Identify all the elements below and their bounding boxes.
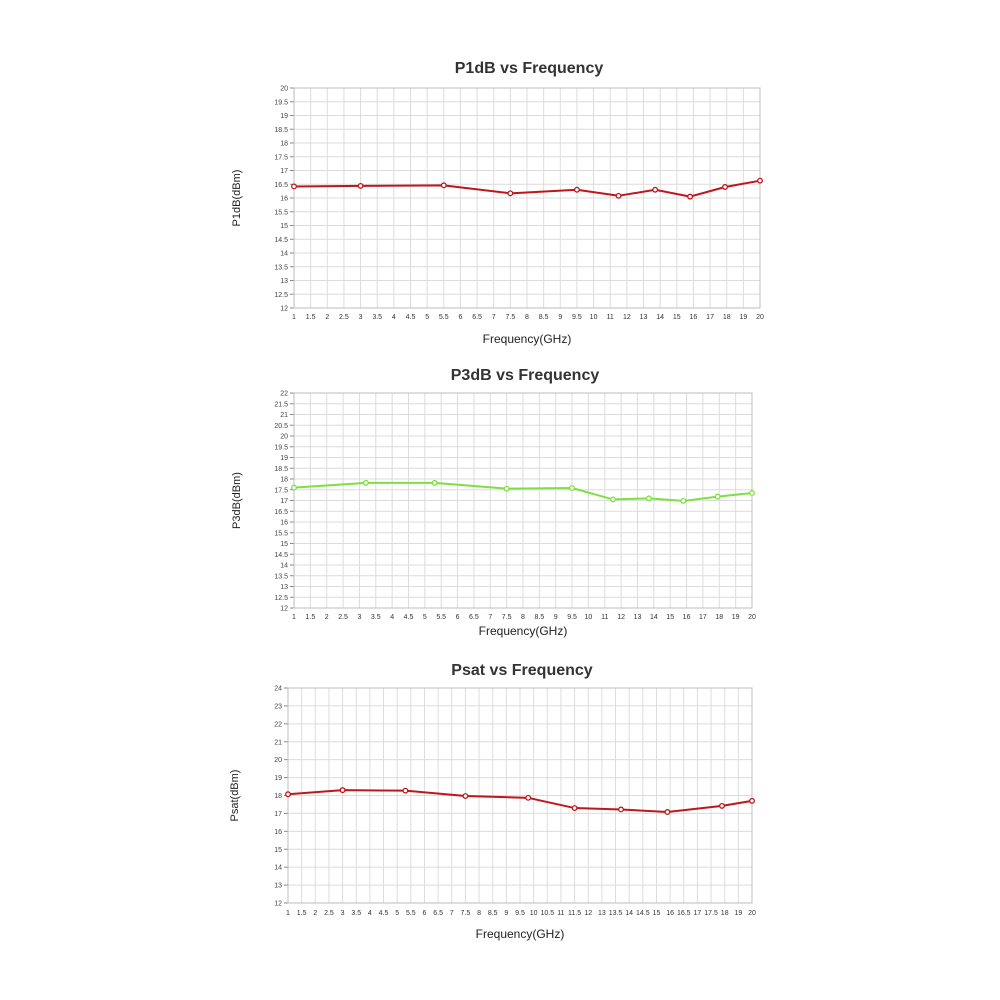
y-tick-label: 17 bbox=[280, 498, 288, 505]
x-tick-label: 9.5 bbox=[515, 910, 525, 917]
x-axis-label: Frequency(GHz) bbox=[478, 624, 568, 638]
chart-2 bbox=[231, 367, 756, 638]
data-point bbox=[750, 799, 755, 804]
x-tick-label: 2.5 bbox=[324, 910, 334, 917]
x-axis-label: Frequency(GHz) bbox=[482, 332, 572, 346]
y-tick-label: 15 bbox=[280, 223, 288, 230]
data-point bbox=[364, 481, 369, 486]
y-axis-label: P1dB(dBm) bbox=[231, 169, 243, 227]
x-tick-label: 20 bbox=[756, 314, 764, 321]
y-tick-label: 19.5 bbox=[274, 444, 288, 452]
x-tick-label: 14 bbox=[656, 314, 665, 321]
data-point bbox=[504, 486, 509, 491]
y-tick-label: 23 bbox=[274, 703, 282, 711]
x-tick-label: 1.5 bbox=[305, 614, 316, 621]
x-tick-label: 3.5 bbox=[351, 910, 362, 917]
y-tick-label: 17 bbox=[274, 810, 282, 818]
data-point bbox=[681, 499, 686, 504]
x-tick-label: 10 bbox=[589, 314, 598, 321]
x-tick-label: 2.5 bbox=[338, 614, 348, 621]
x-tick-label: 7 bbox=[449, 910, 454, 917]
x-tick-label: 8 bbox=[477, 910, 482, 917]
y-tick-label: 20 bbox=[280, 433, 288, 441]
data-point bbox=[715, 494, 720, 499]
x-tick-label: 1 bbox=[292, 614, 296, 621]
x-tick-label: 2 bbox=[313, 910, 318, 917]
y-tick-label: 18.5 bbox=[274, 126, 288, 134]
data-point bbox=[750, 491, 755, 496]
y-tick-label: 14 bbox=[280, 250, 288, 258]
y-tick-label: 13 bbox=[280, 278, 288, 285]
data-point bbox=[441, 183, 446, 188]
x-tick-label: 19 bbox=[739, 314, 748, 321]
y-tick-label: 15.5 bbox=[274, 530, 288, 538]
x-tick-label: 4.5 bbox=[403, 614, 414, 621]
x-tick-label: 5.5 bbox=[405, 910, 416, 917]
data-point bbox=[688, 194, 693, 199]
x-tick-label: 11.5 bbox=[568, 910, 582, 917]
data-point bbox=[463, 794, 468, 799]
x-tick-label: 1.5 bbox=[305, 314, 316, 321]
x-tick-label: 9 bbox=[504, 910, 509, 917]
x-tick-label: 13.5 bbox=[608, 910, 623, 917]
x-tick-label: 17 bbox=[706, 314, 714, 321]
data-point bbox=[723, 185, 728, 190]
y-tick-label: 21.5 bbox=[274, 401, 288, 409]
y-tick-label: 12.5 bbox=[274, 291, 288, 299]
y-tick-label: 24 bbox=[274, 685, 282, 693]
x-tick-label: 10 bbox=[584, 614, 593, 621]
data-point bbox=[432, 481, 437, 486]
y-tick-label: 15 bbox=[274, 846, 282, 854]
data-point bbox=[358, 184, 363, 189]
x-tick-label: 3.5 bbox=[372, 314, 383, 321]
x-tick-label: 15 bbox=[666, 614, 675, 621]
x-tick-label: 10 bbox=[529, 910, 538, 917]
x-tick-label: 20 bbox=[748, 614, 756, 621]
x-tick-label: 2 bbox=[325, 314, 330, 321]
x-tick-label: 1 bbox=[292, 314, 296, 321]
data-point bbox=[508, 191, 513, 196]
data-point bbox=[611, 497, 616, 502]
y-tick-label: 16 bbox=[274, 828, 282, 836]
chart-3 bbox=[229, 662, 756, 941]
x-tick-label: 7.5 bbox=[460, 910, 471, 917]
y-tick-label: 15 bbox=[280, 541, 288, 548]
x-tick-label: 6 bbox=[458, 314, 463, 321]
y-tick-label: 16 bbox=[280, 519, 288, 527]
x-tick-label: 11 bbox=[606, 314, 614, 321]
x-tick-label: 6.5 bbox=[433, 910, 443, 917]
x-tick-label: 1 bbox=[286, 910, 290, 917]
x-tick-label: 1.5 bbox=[296, 910, 307, 917]
y-tick-label: 17.5 bbox=[274, 154, 288, 162]
x-tick-label: 6 bbox=[455, 614, 460, 621]
y-tick-label: 18 bbox=[280, 476, 288, 484]
x-tick-label: 6.5 bbox=[472, 314, 482, 321]
x-tick-label: 4.5 bbox=[405, 314, 416, 321]
x-tick-label: 15 bbox=[672, 314, 681, 321]
chart-title: P3dB vs Frequency bbox=[450, 367, 600, 384]
x-tick-label: 11 bbox=[557, 910, 565, 917]
x-tick-label: 17.5 bbox=[704, 910, 718, 917]
x-tick-label: 14 bbox=[649, 614, 658, 621]
y-tick-label: 20 bbox=[280, 85, 288, 93]
y-tick-label: 18 bbox=[274, 793, 282, 800]
data-point bbox=[572, 806, 577, 811]
x-tick-label: 12 bbox=[584, 910, 593, 917]
y-tick-label: 14.5 bbox=[274, 551, 288, 559]
x-tick-label: 13 bbox=[597, 910, 606, 917]
data-point bbox=[340, 788, 345, 793]
x-tick-label: 3.5 bbox=[370, 614, 381, 621]
data-point bbox=[575, 187, 580, 192]
data-point bbox=[653, 187, 658, 192]
data-point bbox=[665, 810, 670, 815]
x-tick-label: 5.5 bbox=[438, 314, 449, 321]
x-tick-label: 18 bbox=[715, 614, 724, 621]
y-tick-label: 22 bbox=[274, 721, 282, 729]
data-point bbox=[720, 804, 725, 809]
x-tick-label: 2 bbox=[324, 614, 329, 621]
x-tick-label: 15 bbox=[652, 910, 661, 917]
x-tick-label: 5 bbox=[395, 910, 400, 917]
y-tick-label: 21 bbox=[274, 739, 282, 747]
x-tick-label: 5 bbox=[425, 314, 430, 321]
data-point bbox=[292, 184, 297, 189]
x-tick-label: 16 bbox=[682, 614, 691, 621]
x-tick-label: 8 bbox=[525, 314, 529, 321]
x-tick-label: 8.5 bbox=[534, 614, 545, 621]
x-tick-label: 9 bbox=[558, 314, 563, 321]
x-tick-label: 12 bbox=[622, 314, 631, 321]
y-tick-label: 15.5 bbox=[274, 209, 288, 217]
x-tick-label: 3 bbox=[340, 910, 345, 917]
y-tick-label: 13.5 bbox=[274, 264, 288, 272]
x-tick-label: 14 bbox=[625, 910, 634, 917]
x-tick-label: 18 bbox=[722, 314, 731, 321]
x-tick-label: 6 bbox=[422, 910, 427, 917]
data-point bbox=[570, 486, 575, 491]
y-tick-label: 13 bbox=[274, 882, 282, 890]
y-tick-label: 22 bbox=[280, 390, 288, 398]
x-tick-label: 14.5 bbox=[636, 910, 650, 917]
data-point bbox=[619, 807, 624, 812]
x-tick-label: 4 bbox=[390, 614, 395, 621]
x-tick-label: 4 bbox=[391, 314, 396, 321]
x-tick-label: 10.5 bbox=[540, 910, 555, 917]
x-tick-label: 8.5 bbox=[538, 314, 549, 321]
x-tick-label: 7.5 bbox=[501, 614, 512, 621]
y-tick-label: 16 bbox=[280, 195, 288, 203]
y-axis-label: Psat(dBm) bbox=[229, 769, 241, 822]
x-tick-label: 17 bbox=[699, 614, 707, 621]
data-point bbox=[292, 485, 297, 490]
x-tick-label: 9 bbox=[553, 614, 558, 621]
y-tick-label: 13.5 bbox=[274, 573, 288, 581]
x-tick-label: 9.5 bbox=[572, 314, 582, 321]
x-tick-label: 11 bbox=[601, 614, 609, 621]
y-tick-label: 17 bbox=[280, 168, 288, 175]
x-tick-label: 6.5 bbox=[469, 614, 479, 621]
x-tick-label: 16 bbox=[689, 314, 698, 321]
y-tick-label: 16.5 bbox=[274, 508, 288, 516]
y-tick-label: 19 bbox=[280, 455, 288, 462]
x-tick-label: 9.5 bbox=[567, 614, 577, 621]
x-tick-label: 4.5 bbox=[378, 910, 389, 917]
data-point bbox=[526, 796, 531, 801]
data-point bbox=[403, 788, 408, 793]
x-tick-label: 18 bbox=[720, 910, 729, 917]
x-tick-label: 12 bbox=[617, 614, 626, 621]
x-tick-label: 4 bbox=[367, 910, 372, 917]
y-tick-label: 18.5 bbox=[274, 465, 288, 473]
y-tick-label: 13 bbox=[280, 584, 288, 591]
chart-1 bbox=[231, 60, 764, 346]
y-tick-label: 12 bbox=[280, 605, 288, 613]
y-tick-label: 12 bbox=[280, 305, 288, 313]
data-point bbox=[286, 792, 291, 797]
y-tick-label: 12.5 bbox=[274, 594, 288, 602]
y-tick-label: 19.5 bbox=[274, 99, 288, 107]
y-tick-label: 17.5 bbox=[274, 487, 288, 495]
y-axis-label: P3dB(dBm) bbox=[231, 472, 243, 529]
x-tick-label: 19 bbox=[734, 910, 743, 917]
x-tick-label: 5 bbox=[422, 614, 427, 621]
y-tick-label: 14 bbox=[274, 864, 282, 872]
y-tick-label: 14 bbox=[280, 562, 288, 570]
x-tick-label: 8 bbox=[521, 614, 525, 621]
data-point bbox=[647, 496, 652, 501]
y-tick-label: 16.5 bbox=[274, 181, 288, 189]
x-axis-label: Frequency(GHz) bbox=[475, 927, 565, 941]
y-tick-label: 21 bbox=[280, 412, 288, 419]
y-tick-label: 19 bbox=[274, 775, 282, 783]
x-tick-label: 13 bbox=[639, 314, 648, 321]
data-point bbox=[758, 178, 763, 183]
x-tick-label: 16.5 bbox=[676, 910, 691, 917]
x-tick-label: 20 bbox=[748, 910, 756, 917]
x-tick-label: 3 bbox=[358, 314, 363, 321]
x-tick-label: 19 bbox=[731, 614, 740, 621]
y-tick-label: 14.5 bbox=[274, 236, 288, 244]
x-tick-label: 8.5 bbox=[487, 910, 498, 917]
x-tick-label: 16 bbox=[666, 910, 675, 917]
x-tick-label: 17 bbox=[693, 910, 702, 917]
x-tick-label: 3 bbox=[357, 614, 362, 621]
y-tick-label: 18 bbox=[280, 140, 288, 148]
data-point bbox=[616, 194, 621, 199]
y-tick-label: 20.5 bbox=[274, 422, 288, 430]
y-tick-label: 19 bbox=[280, 113, 288, 120]
x-tick-label: 2.5 bbox=[339, 314, 349, 321]
x-tick-label: 7 bbox=[488, 614, 493, 621]
chart-title: P1dB vs Frequency bbox=[454, 60, 604, 77]
x-tick-label: 7 bbox=[491, 314, 496, 321]
x-tick-label: 5.5 bbox=[436, 614, 447, 621]
chart-title: Psat vs Frequency bbox=[451, 662, 593, 679]
x-tick-label: 7.5 bbox=[505, 314, 516, 321]
y-tick-label: 12 bbox=[274, 900, 282, 908]
x-tick-label: 13 bbox=[633, 614, 642, 621]
y-tick-label: 20 bbox=[274, 757, 282, 765]
